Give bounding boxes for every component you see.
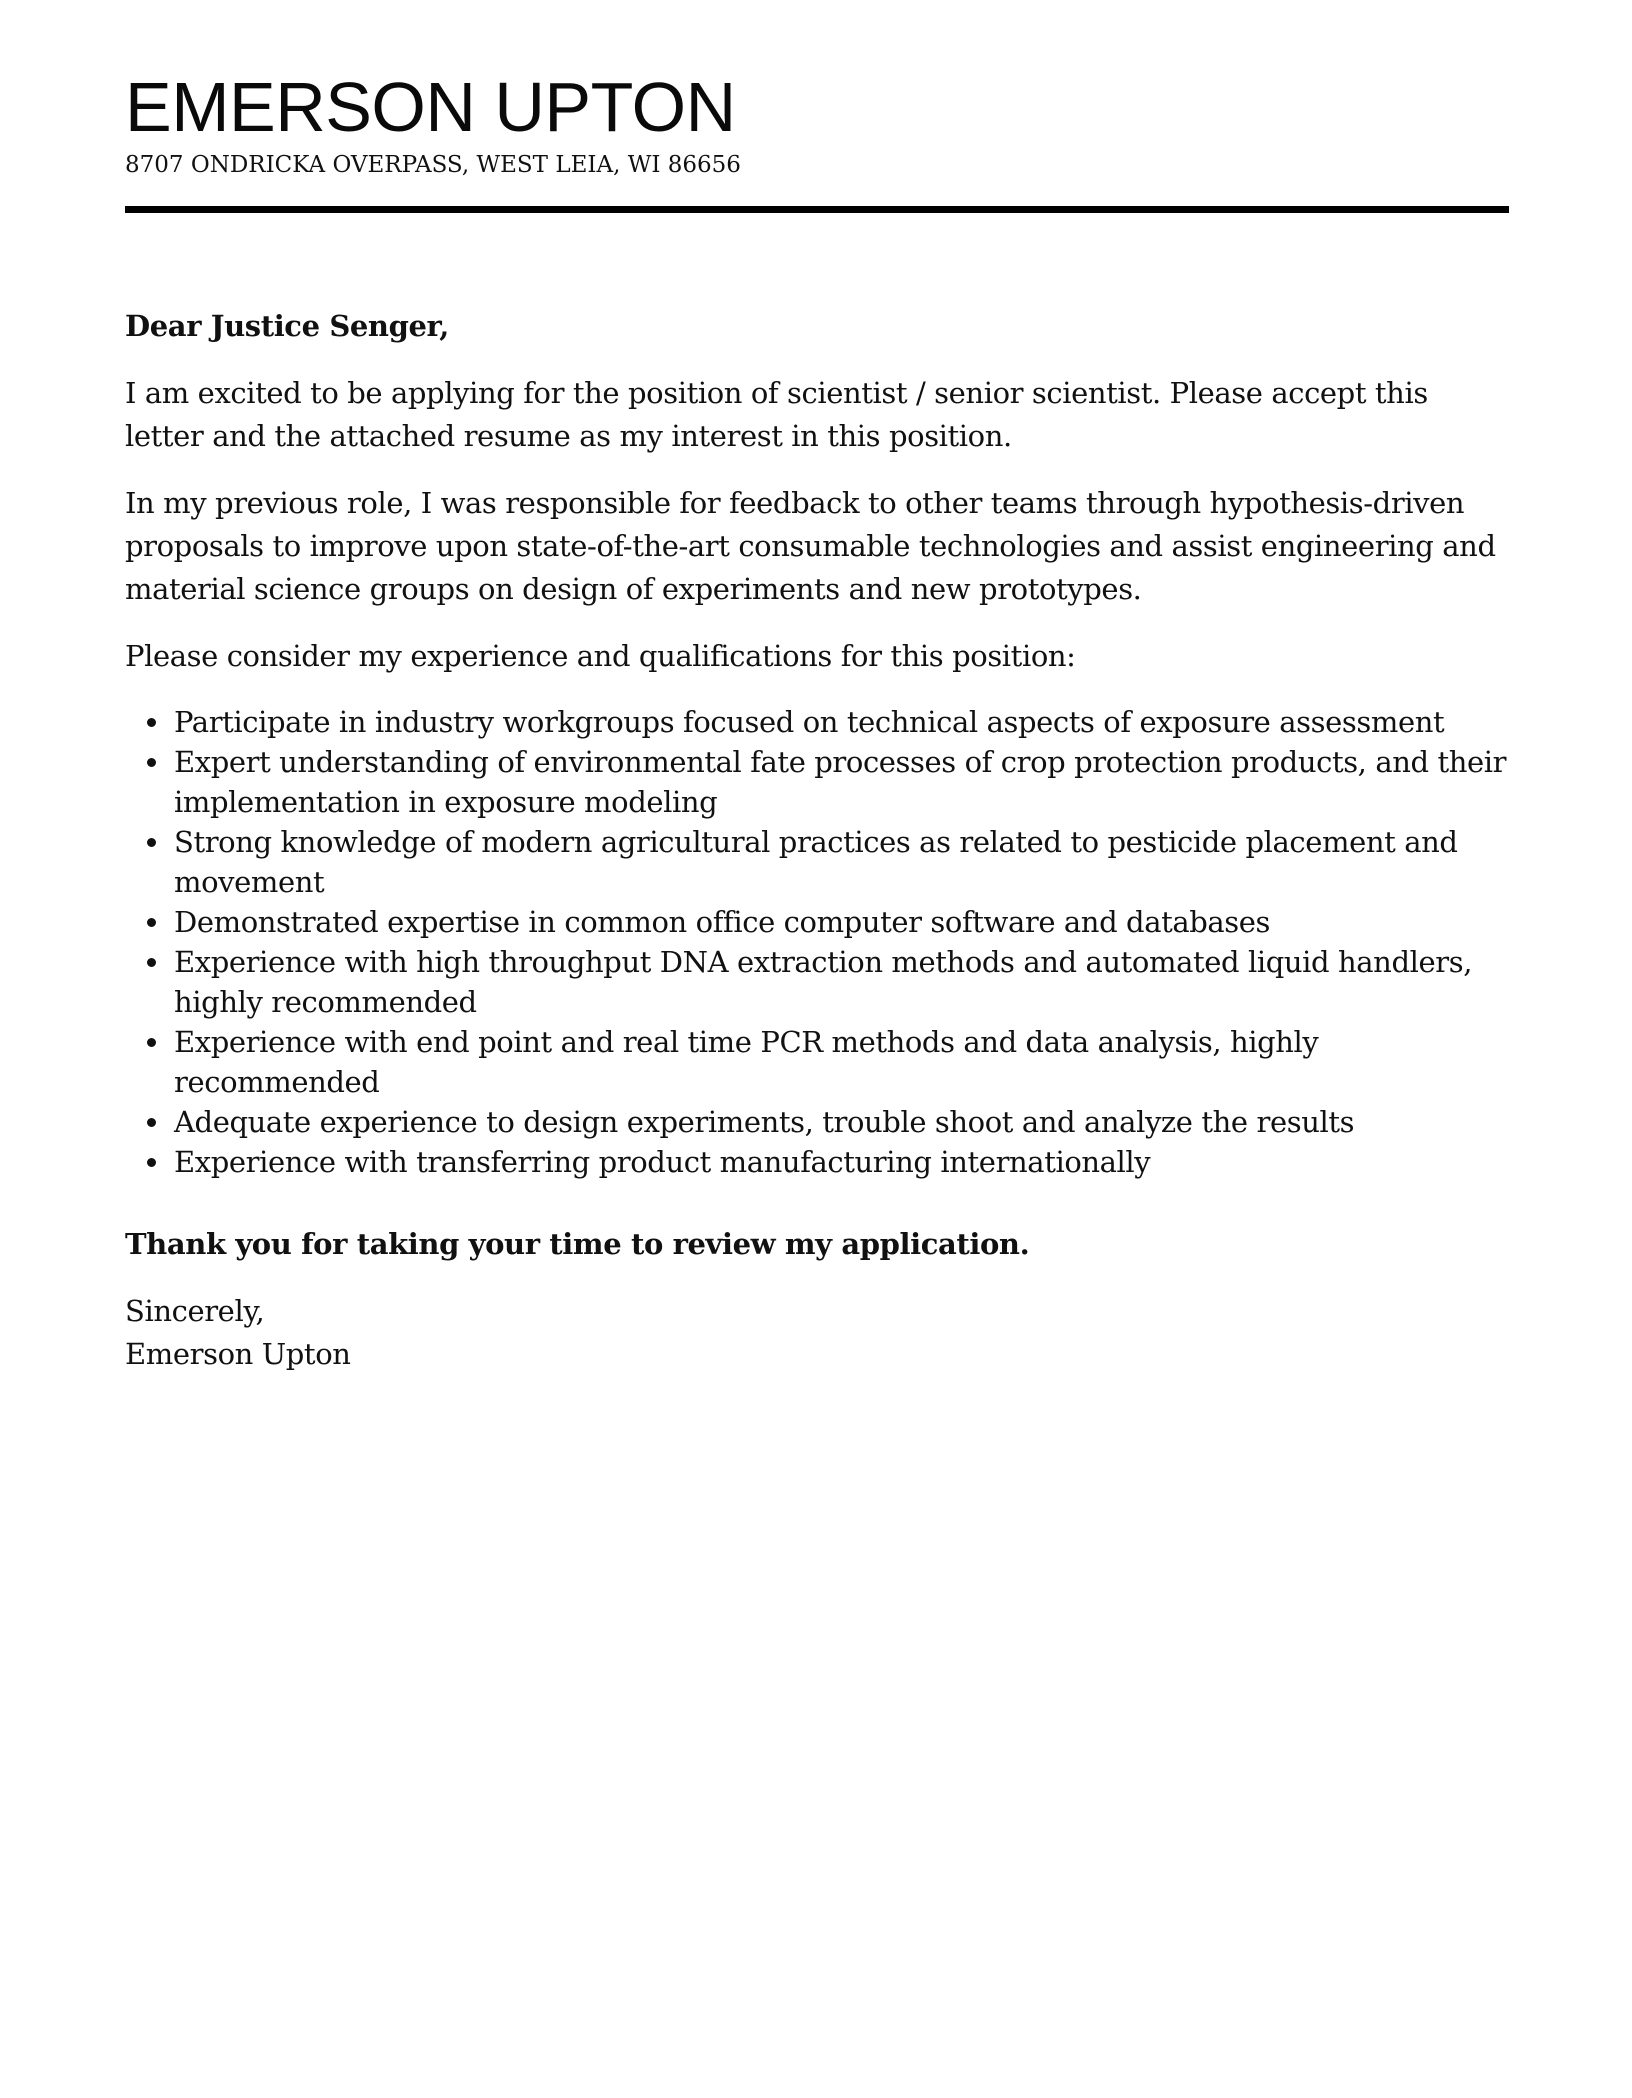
list-item: • Experience with transferring product manufacturing internationally xyxy=(172,1142,1509,1182)
experience-paragraph: In my previous role, I was responsible for feedback to other teams through hypothesis-driven proposals to improve upon state-of-the-art consumable technologies and assist engineering and material science groups on design of experiments and new prototypes. xyxy=(125,486,1496,606)
thank-you-note: Thank you for taking your time to review my application. xyxy=(125,1227,1030,1261)
letter-body xyxy=(125,305,1509,1376)
list-item: • Demonstrated expertise in common office computer software and databases xyxy=(172,902,1509,942)
closing: Sincerely, xyxy=(125,1294,265,1328)
applicant-address: 8707 ONDRICKA OVERPASS, WEST LEIA, WI 86656 xyxy=(125,152,741,178)
list-item: • Experience with end point and real time PCR methods and data analysis, highly recommended xyxy=(172,1022,1509,1102)
salutation: Dear Justice Senger, xyxy=(125,309,449,343)
list-item: • Participate in industry workgroups focused on technical aspects of exposure assessment xyxy=(172,702,1509,742)
qualifications-list xyxy=(125,702,1509,1182)
intro-paragraph: I am excited to be applying for the position of scientist / senior scientist. Please accept this letter and the attached resume as my interest in this position. xyxy=(125,376,1428,453)
qualifications-intro: Please consider my experience and qualifications for this position: xyxy=(125,639,1076,673)
applicant-name: EMERSON UPTON xyxy=(125,68,736,146)
header-divider xyxy=(125,206,1509,213)
list-item: • Strong knowledge of modern agricultural practices as related to pesticide placement and movement xyxy=(172,822,1509,902)
signature: Emerson Upton xyxy=(125,1337,351,1371)
list-item: • Adequate experience to design experiments, trouble shoot and analyze the results xyxy=(172,1102,1509,1142)
list-item: • Experience with high throughput DNA extraction methods and automated liquid handlers, highly recommended xyxy=(172,942,1509,1022)
list-item: • Expert understanding of environmental fate processes of crop protection products, and their implementation in exposure modeling xyxy=(172,742,1509,822)
